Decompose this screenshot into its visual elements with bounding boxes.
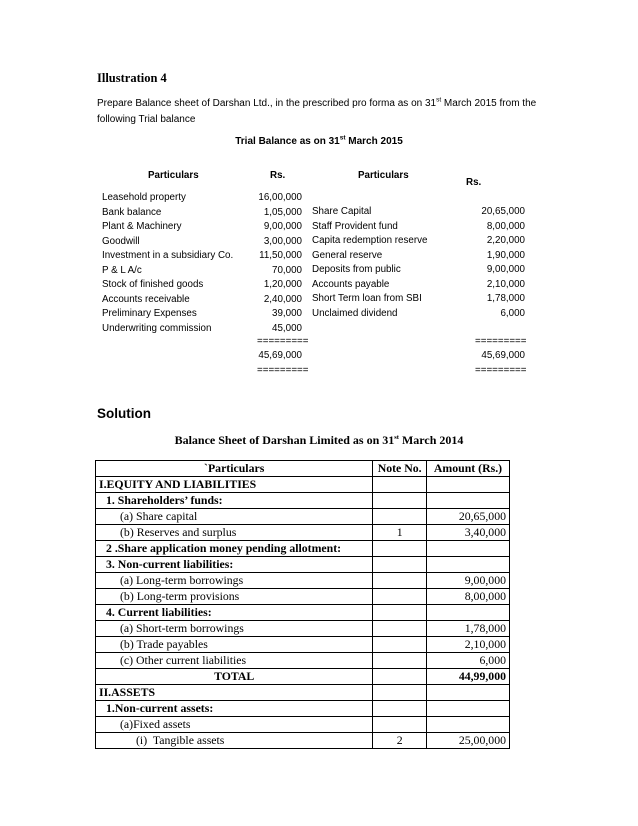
tb-left-row-name: Goodwill [102, 235, 140, 247]
table-row [96, 653, 510, 669]
table-row [96, 573, 510, 589]
row-note: 1 [373, 525, 427, 541]
tb-right-row-name: Unclaimed dividend [312, 307, 398, 319]
table-row [96, 701, 510, 717]
tb-right-amounts [455, 205, 525, 321]
tb-right-row-amount: 9,00,000 [486, 264, 525, 275]
tb-right-row-name: Deposits from public [312, 264, 401, 275]
row-amount [426, 477, 509, 493]
tb-left-row-name: P & L A/c [102, 264, 142, 276]
table-row [96, 605, 510, 621]
row-label: (b) Trade payables [96, 637, 373, 653]
tb-left-row-amount: 45,000 [272, 322, 302, 334]
tb-header-rs-right: Rs. [466, 177, 482, 188]
tb-left-amounts [240, 191, 302, 336]
row-label: 2 .Share application money pending allotment: [96, 541, 373, 557]
tb-separator-left-top: ========= [257, 336, 309, 347]
table-header-row [96, 461, 510, 477]
row-amount [426, 493, 509, 509]
row-amount: 6,000 [426, 653, 509, 669]
row-note [373, 717, 427, 733]
row-amount: 8,00,000 [426, 589, 509, 605]
table-row [96, 525, 510, 541]
table-row-total [96, 669, 510, 685]
tb-left-row-name: Stock of finished goods [102, 279, 204, 290]
solution-heading: Solution [97, 406, 151, 421]
tb-left-names [102, 191, 233, 336]
row-amount: 25,00,000 [426, 733, 509, 749]
table-row [96, 557, 510, 573]
row-note [373, 701, 427, 717]
tb-left-row-amount: 2,40,000 [263, 293, 302, 305]
row-note [373, 573, 427, 589]
header-note-no: Note No. [373, 461, 427, 477]
row-amount [426, 701, 509, 717]
row-amount [426, 717, 509, 733]
row-label: 3. Non-current liabilities: [96, 557, 373, 573]
row-label: 1.Non-current assets: [96, 701, 373, 717]
tb-left-row-amount: 1,20,000 [263, 279, 302, 290]
row-note [373, 653, 427, 669]
tb-total-right: 45,69,000 [481, 350, 525, 361]
row-label: (a) Long-term borrowings [96, 573, 373, 589]
row-label: 1. Shareholders’ funds: [96, 493, 373, 509]
tb-left-row-name: Accounts receivable [102, 293, 190, 305]
tb-left-row-amount: 9,00,000 [263, 221, 302, 232]
row-amount [426, 541, 509, 557]
tb-left-row-name: Leasehold property [102, 192, 186, 203]
tb-left-row-name: Bank balance [102, 206, 162, 218]
row-amount: 44,99,000 [426, 669, 509, 685]
row-note: 2 [373, 733, 427, 749]
row-note [373, 605, 427, 621]
tb-right-row-amount: 8,00,000 [486, 220, 525, 232]
row-amount [426, 685, 509, 701]
tb-right-row-name: Capita redemption reserve [312, 235, 428, 246]
table-row [96, 509, 510, 525]
tb-left-row-amount: 16,00,000 [258, 192, 302, 203]
row-label: TOTAL [96, 669, 373, 685]
header-particulars: `Particulars [96, 461, 373, 477]
tb-header-rs-left: Rs. [270, 170, 286, 181]
row-note [373, 541, 427, 557]
tb-right-row-name: Accounts payable [312, 278, 390, 290]
row-note [373, 509, 427, 525]
row-label: (a) Share capital [96, 509, 373, 525]
row-note [373, 669, 427, 685]
header-amount: Amount (Rs.) [426, 461, 509, 477]
row-note [373, 477, 427, 493]
row-note [373, 589, 427, 605]
row-note [373, 637, 427, 653]
tb-left-row-amount: 3,00,000 [263, 235, 302, 247]
tb-right-row-amount: 6,000 [500, 307, 525, 319]
row-label: 4. Current liabilities: [96, 605, 373, 621]
tb-left-row-name: Investment in a subsidiary Co. [102, 250, 234, 261]
row-label: (a)Fixed assets [96, 717, 373, 733]
table-row [96, 637, 510, 653]
tb-right-row-name: Staff Provident fund [312, 220, 398, 232]
table-row [96, 541, 510, 557]
row-amount: 20,65,000 [426, 509, 509, 525]
balance-sheet-table [95, 460, 510, 749]
row-note [373, 557, 427, 573]
row-label: II.ASSETS [96, 685, 373, 701]
row-note [373, 493, 427, 509]
tb-right-row-amount: 1,78,000 [486, 293, 525, 304]
tb-right-row-amount: 2,20,000 [486, 235, 525, 246]
tb-separator-right-top: ========= [475, 336, 527, 347]
tb-right-row-amount: 2,10,000 [486, 278, 525, 290]
table-row [96, 589, 510, 605]
tb-right-row-name: Short Term loan from SBI [312, 293, 422, 304]
balance-sheet-title: Balance Sheet of Darshan Limited as on 31st March 2014 [174, 433, 464, 447]
tb-left-row-name: Underwriting commission [102, 322, 212, 334]
illustration-heading: Illustration 4 [97, 71, 167, 85]
table-row [96, 477, 510, 493]
trial-balance-title: Trial Balance as on 31st March 2015 [235, 134, 403, 147]
table-row [96, 717, 510, 733]
row-label: (b) Long-term provisions [96, 589, 373, 605]
tb-right-row-name: General reserve [312, 249, 383, 261]
row-amount: 3,40,000 [426, 525, 509, 541]
row-note [373, 685, 427, 701]
tb-right-names [312, 205, 427, 321]
intro-paragraph: Prepare Balance sheet of Darshan Ltd., in the prescribed pro forma as on 31st March 2015 from the following Trial balance [97, 96, 537, 125]
table-row [96, 493, 510, 509]
tb-left-row-name: Preliminary Expenses [102, 308, 197, 319]
tb-separator-left-bottom: ========= [257, 365, 309, 376]
tb-left-row-name: Plant & Machinery [102, 221, 182, 232]
row-note [373, 621, 427, 637]
table-row [96, 685, 510, 701]
tb-total-left: 45,69,000 [258, 350, 302, 361]
row-amount [426, 557, 509, 573]
row-amount [426, 605, 509, 621]
tb-right-row-amount: 1,90,000 [486, 249, 525, 261]
tb-left-row-amount: 39,000 [272, 308, 302, 319]
tb-left-row-amount: 70,000 [272, 264, 302, 276]
row-amount: 9,00,000 [426, 573, 509, 589]
row-label: (c) Other current liabilities [96, 653, 373, 669]
tb-left-row-amount: 1,05,000 [263, 206, 302, 218]
tb-header-particulars-left: Particulars [148, 170, 199, 181]
table-row [96, 733, 510, 749]
table-row [96, 621, 510, 637]
tb-separator-right-bottom: ========= [475, 365, 527, 376]
row-label: (i) Tangible assets [96, 733, 373, 749]
tb-header-particulars-right: Particulars [358, 170, 409, 181]
tb-right-row-amount: 20,65,000 [481, 206, 525, 217]
row-label: (b) Reserves and surplus [96, 525, 373, 541]
row-label: (a) Short-term borrowings [96, 621, 373, 637]
row-label: I.EQUITY AND LIABILITIES [96, 477, 373, 493]
row-amount: 2,10,000 [426, 637, 509, 653]
tb-left-row-amount: 11,50,000 [259, 250, 302, 261]
tb-right-row-name: Share Capital [312, 206, 372, 217]
row-amount: 1,78,000 [426, 621, 509, 637]
